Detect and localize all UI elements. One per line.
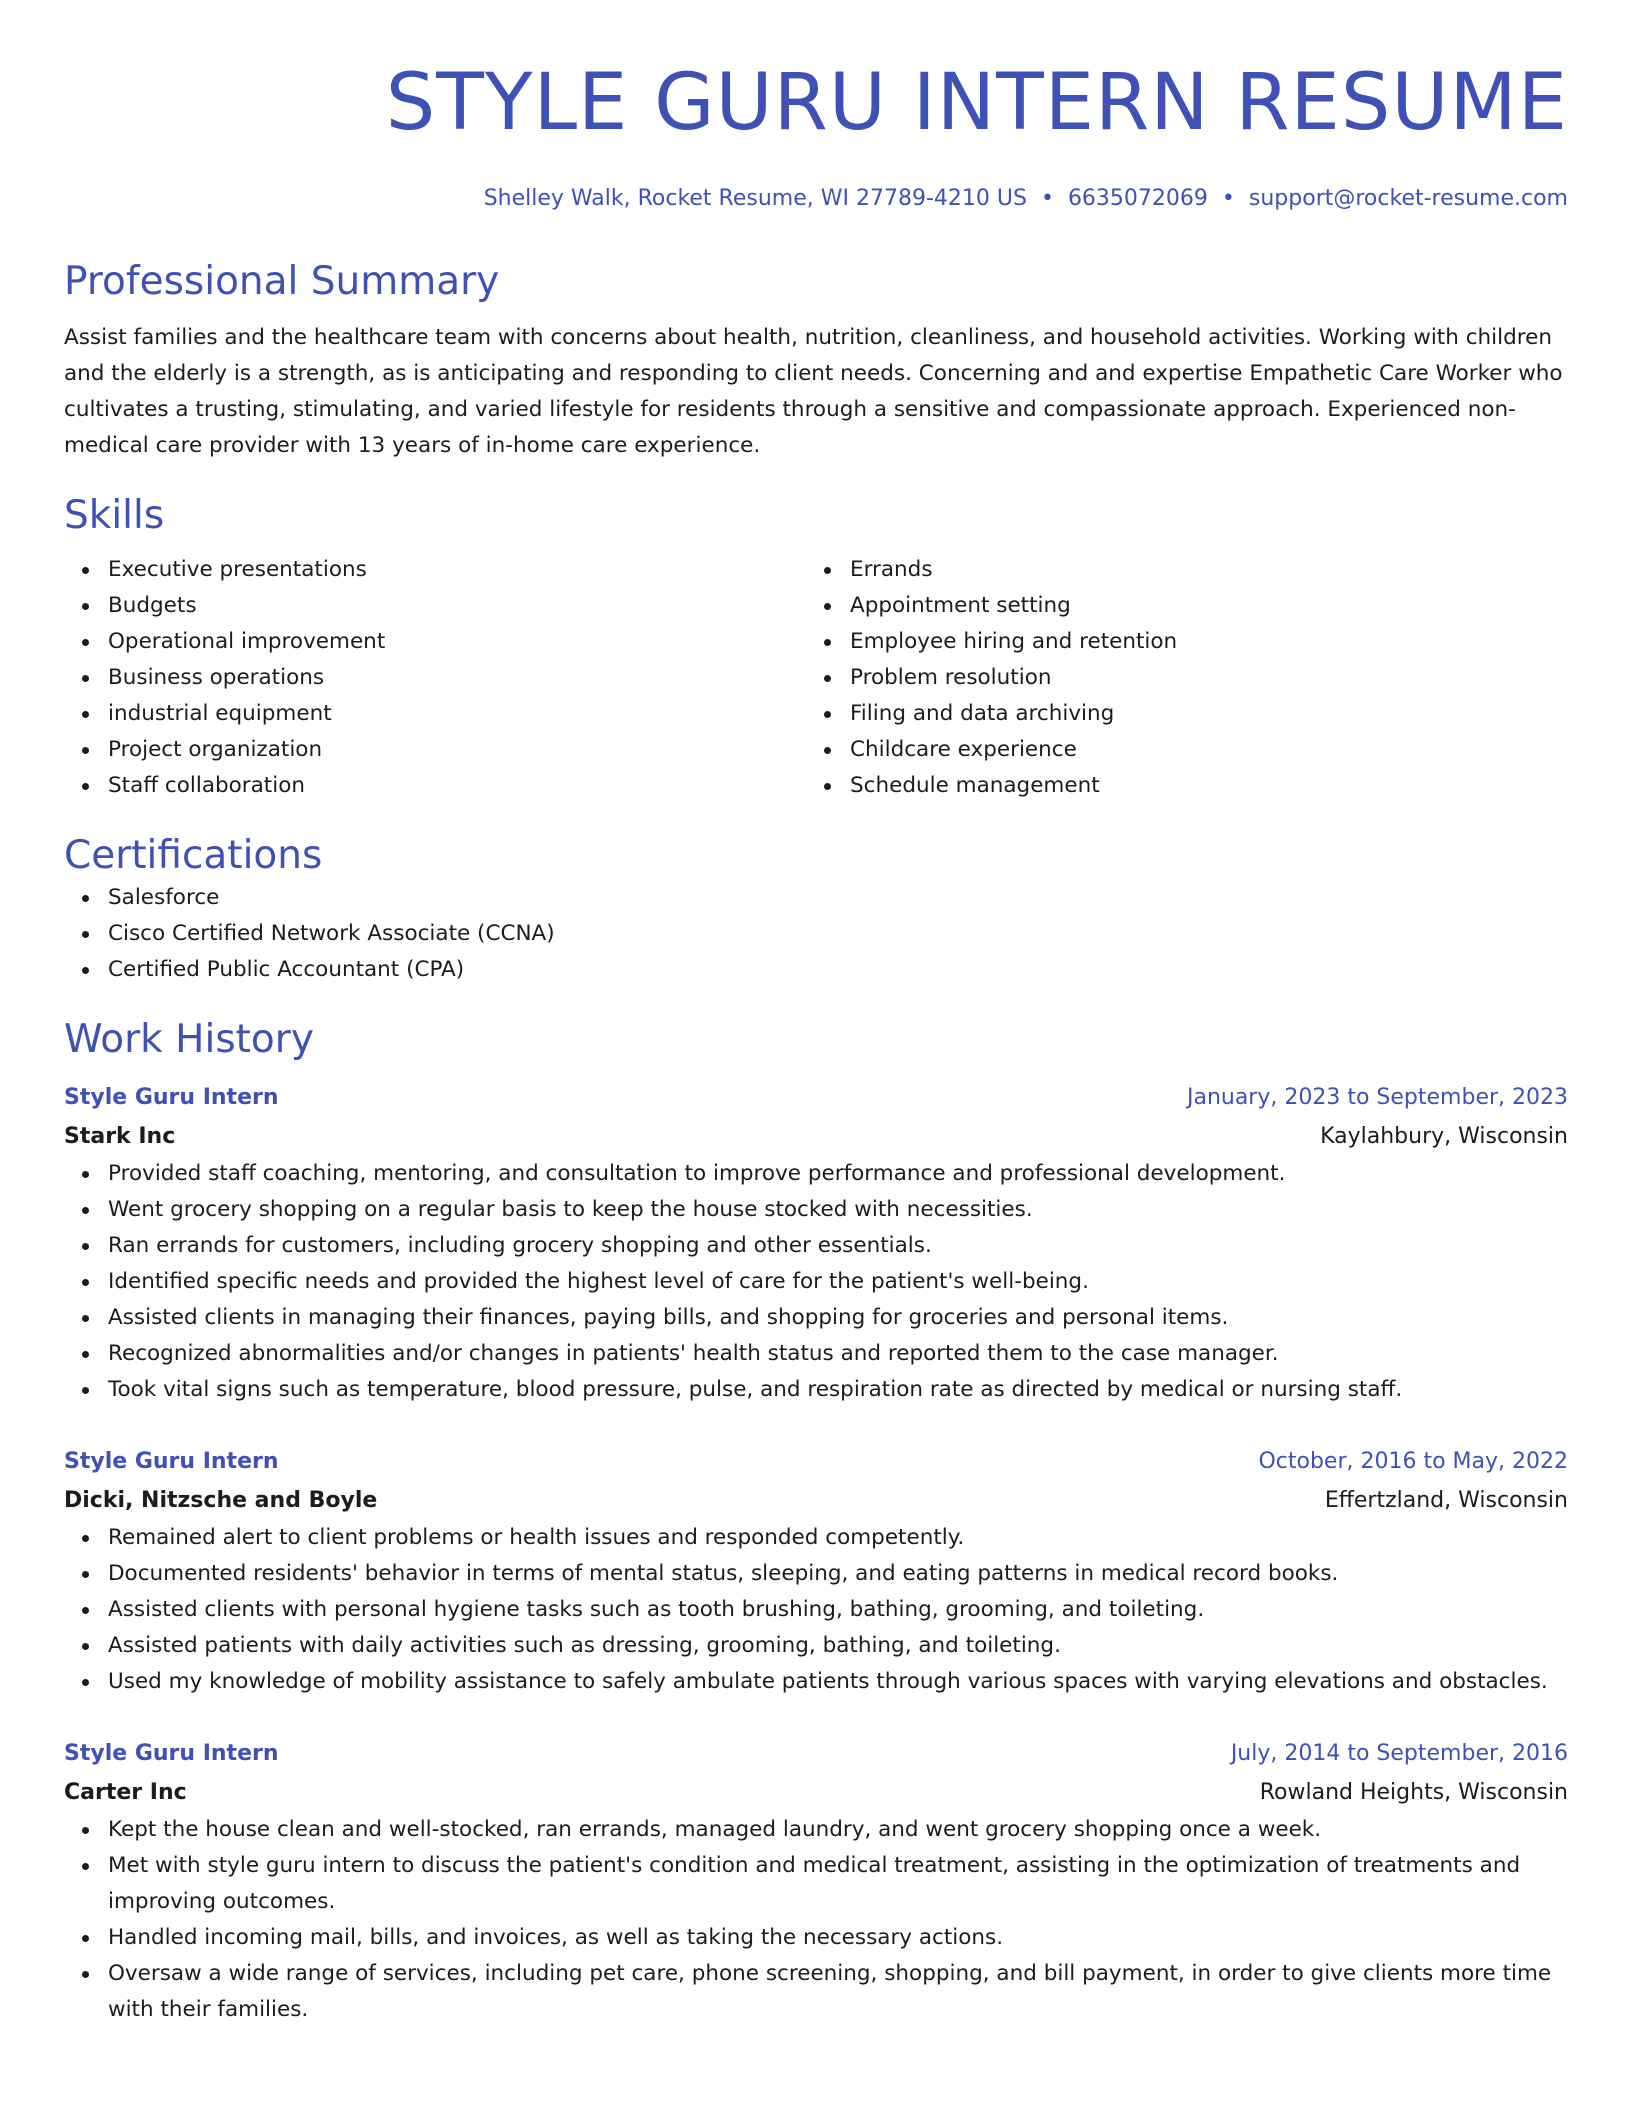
skill-item: Project organization bbox=[108, 732, 806, 768]
skill-item: industrial equipment bbox=[108, 696, 806, 732]
resume-title: STYLE GURU INTERN RESUME bbox=[385, 58, 1568, 148]
skill-item: Childcare experience bbox=[850, 732, 1548, 768]
job-bullet: Assisted clients in managing their finances, paying bills, and shopping for groceries and personal items. bbox=[108, 1300, 1568, 1336]
job-bullet: Assisted patients with daily activities such as dressing, grooming, bathing, and toileting. bbox=[108, 1628, 1568, 1664]
job-bullet: Went grocery shopping on a regular basis to keep the house stocked with necessities. bbox=[108, 1192, 1568, 1228]
skill-item: Problem resolution bbox=[850, 660, 1548, 696]
skill-item: Appointment setting bbox=[850, 588, 1548, 624]
contact-separator: • bbox=[1221, 186, 1235, 211]
skills-heading: Skills bbox=[64, 493, 165, 538]
job-bullet-list bbox=[64, 1812, 1568, 2028]
certification-item: Cisco Certified Network Associate (CCNA) bbox=[108, 916, 1568, 952]
skill-item: Budgets bbox=[108, 588, 806, 624]
job-bullet: Took vital signs such as temperature, blood pressure, pulse, and respiration rate as directed by medical or nursing staff. bbox=[108, 1372, 1568, 1408]
job-bullet: Ran errands for customers, including grocery shopping and other essentials. bbox=[108, 1228, 1568, 1264]
certifications-heading: Certifications bbox=[64, 833, 323, 878]
job-location: Effertzland, Wisconsin bbox=[1324, 1488, 1568, 1513]
job-bullet: Used my knowledge of mobility assistance to safely ambulate patients through various spaces with varying elevations and obstacles. bbox=[108, 1664, 1568, 1700]
job-bullet: Provided staff coaching, mentoring, and consultation to improve performance and professional development. bbox=[108, 1156, 1568, 1192]
skill-item: Operational improvement bbox=[108, 624, 806, 660]
job-bullet: Met with style guru intern to discuss the patient's condition and medical treatment, assisting in the optimization of treatments and improving outcomes. bbox=[108, 1848, 1568, 1920]
job-entry bbox=[64, 1442, 1568, 1700]
job-title: Style Guru Intern bbox=[64, 1449, 279, 1474]
job-bullet: Handled incoming mail, bills, and invoices, as well as taking the necessary actions. bbox=[108, 1920, 1568, 1956]
job-bullet: Remained alert to client problems or health issues and responded competently. bbox=[108, 1520, 1568, 1556]
contact-line bbox=[64, 184, 1568, 214]
skills-grid bbox=[64, 552, 1568, 804]
contact-address: Shelley Walk, Rocket Resume, WI 27789-4210 US bbox=[483, 186, 1027, 211]
job-bullet-list bbox=[64, 1156, 1568, 1408]
skills-list-left bbox=[64, 552, 806, 804]
skills-column-right bbox=[806, 552, 1548, 804]
job-title: Style Guru Intern bbox=[64, 1085, 279, 1110]
job-header-row bbox=[64, 1078, 1568, 1118]
job-company-row bbox=[64, 1118, 1568, 1156]
skill-item: Schedule management bbox=[850, 768, 1548, 804]
certification-item: Certified Public Accountant (CPA) bbox=[108, 952, 1568, 988]
job-bullet: Recognized abnormalities and/or changes in patients' health status and reported them to the case manager. bbox=[108, 1336, 1568, 1372]
job-bullet: Kept the house clean and well-stocked, ran errands, managed laundry, and went grocery shopping once a week. bbox=[108, 1812, 1568, 1848]
summary-text: Assist families and the healthcare team with concerns about health, nutrition, cleanliness, and household activities. Working with children and the elderly is a strength, as is anticipating and responding to client needs. Concerning and and expertise Empathetic Care Worker who cultivates a trusting, stimulating, and varied lifestyle for residents through a sensitive and compassionate approach. Experienced non-medical care provider with 13 years of in-home care experience. bbox=[64, 325, 1563, 458]
job-bullet: Identified specific needs and provided the highest level of care for the patient's well-being. bbox=[108, 1264, 1568, 1300]
job-title: Style Guru Intern bbox=[64, 1741, 279, 1766]
job-location: Kaylahbury, Wisconsin bbox=[1320, 1124, 1568, 1149]
certification-item: Salesforce bbox=[108, 880, 1568, 916]
contact-separator: • bbox=[1040, 186, 1054, 211]
job-company: Dicki, Nitzsche and Boyle bbox=[64, 1488, 378, 1513]
job-dates: January, 2023 to September, 2023 bbox=[1186, 1085, 1568, 1110]
skill-item: Errands bbox=[850, 552, 1548, 588]
skill-item: Filing and data archiving bbox=[850, 696, 1548, 732]
job-bullet: Assisted clients with personal hygiene tasks such as tooth brushing, bathing, grooming, and toileting. bbox=[108, 1592, 1568, 1628]
job-dates: October, 2016 to May, 2022 bbox=[1258, 1449, 1568, 1474]
skill-item: Staff collaboration bbox=[108, 768, 806, 804]
skills-column-left bbox=[64, 552, 806, 804]
job-dates: July, 2014 to September, 2016 bbox=[1230, 1741, 1568, 1766]
job-company: Carter Inc bbox=[64, 1780, 187, 1805]
job-company-row bbox=[64, 1774, 1568, 1812]
skills-list-right bbox=[806, 552, 1548, 804]
job-location: Rowland Heights, Wisconsin bbox=[1259, 1780, 1568, 1805]
job-bullet-list bbox=[64, 1520, 1568, 1700]
contact-email[interactable]: support@rocket-resume.com bbox=[1248, 186, 1568, 211]
summary-heading: Professional Summary bbox=[64, 259, 500, 304]
job-bullet: Oversaw a wide range of services, including pet care, phone screening, shopping, and bill payment, in order to give clients more time with their families. bbox=[108, 1956, 1568, 2028]
job-company-row bbox=[64, 1482, 1568, 1520]
contact-phone: 6635072069 bbox=[1067, 186, 1208, 211]
job-company: Stark Inc bbox=[64, 1124, 176, 1149]
work-history-heading: Work History bbox=[64, 1017, 314, 1062]
job-entry bbox=[64, 1734, 1568, 2028]
skill-item: Executive presentations bbox=[108, 552, 806, 588]
skill-item: Business operations bbox=[108, 660, 806, 696]
job-header-row bbox=[64, 1442, 1568, 1482]
job-entry bbox=[64, 1078, 1568, 1408]
skill-item: Employee hiring and retention bbox=[850, 624, 1548, 660]
certifications-list bbox=[64, 880, 1568, 988]
job-header-row bbox=[64, 1734, 1568, 1774]
job-bullet: Documented residents' behavior in terms of mental status, sleeping, and eating patterns in medical record books. bbox=[108, 1556, 1568, 1592]
